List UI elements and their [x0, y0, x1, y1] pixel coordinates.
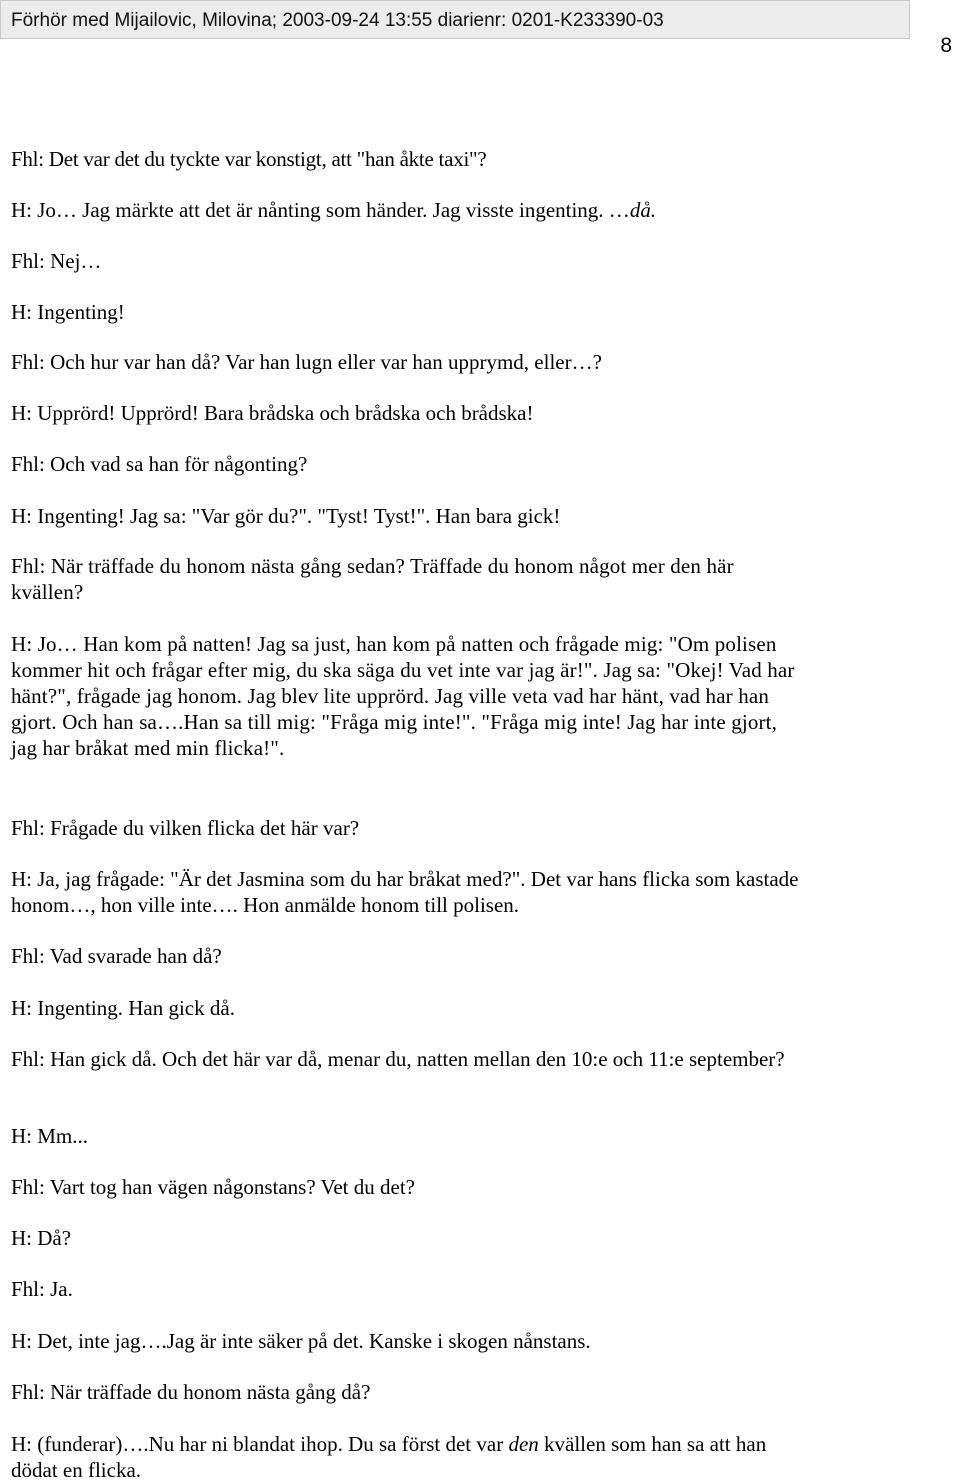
transcript-line [11, 1431, 801, 1483]
transcript-line: Fhl: När träffade du honom nästa gång då? [11, 1380, 371, 1404]
transcript-line: H: Mm... [11, 1124, 89, 1148]
page-number: 8 [940, 34, 952, 57]
transcript-line: Fhl: Vart tog han vägen någonstans? Vet du det? [11, 1175, 415, 1199]
italic-emphasis: då. [629, 198, 657, 222]
transcript-line: Fhl: Det var det du tyckte var konstigt, att "han åkte taxi"? [11, 147, 487, 171]
transcript-line: H: Då? [11, 1226, 72, 1250]
transcript-line: Fhl: Nej… [11, 249, 102, 273]
transcript-line: H: Ingenting! [11, 300, 125, 324]
transcript-text: kvällen som han sa att han dödat en flicka. [11, 1432, 767, 1482]
transcript-line: Fhl: Ja. [11, 1277, 73, 1301]
transcript-line: Fhl: Vad svarade han då? [11, 944, 222, 968]
transcript-line: H: Ingenting! Jag sa: "Var gör du?". "Tyst! Tyst!". Han bara gick! [11, 504, 561, 528]
document-header [0, 0, 910, 39]
transcript-line: Fhl: Och vad sa han för någonting? [11, 452, 308, 476]
italic-emphasis: den [508, 1432, 539, 1456]
transcript-text: H: (funderar)….Nu har ni blandat ihop. Du sa först det var [11, 1432, 509, 1456]
transcript-line: Fhl: Frågade du vilken flicka det här var? [11, 816, 360, 840]
transcript-line: H: Ingenting. Han gick då. [11, 996, 235, 1020]
transcript-line: Fhl: Och hur var han då? Var han lugn eller var han upprymd, eller…? [11, 350, 602, 374]
transcript-line: H: Ja, jag frågade: "Är det Jasmina som du har bråkat med?". Det var hans flicka som kastade honom…, hon ville inte…. Hon anmälde honom till polisen. [11, 867, 799, 917]
transcript-text: H: Jo… Jag märkte att det är nånting som händer. Jag visste ingenting. … [11, 198, 630, 222]
transcript-line: H: Jo… Han kom på natten! Jag sa just, han kom på natten och frågade mig: "Om polisen kommer hit och frågar efter mig, du ska säga du vet inte var jag är!". Jag sa: "Okej! Vad har hänt?", frågade jag honom. Jag blev lite upprörd. Jag ville veta vad har hänt, vad har han gjort. Och han sa….Han sa till mig: "Fråga mig inte!". "Fråga mig inte! Jag har inte gjort, jag har bråkat med min flicka!". [11, 632, 795, 760]
transcript-line: Fhl: När träffade du honom nästa gång sedan? Träffade du honom något mer den här kvällen? [11, 554, 734, 604]
transcript-line: H: Upprörd! Upprörd! Bara brådska och brådska och brådska! [11, 401, 534, 425]
header-title: Förhör med Mijailovic, Milovina; 2003-09-24 13:55 diarienr: 0201-K233390-03 [11, 10, 664, 31]
transcript-line: Fhl: Han gick då. Och det här var då, menar du, natten mellan den 10:e och 11:e september? [11, 1047, 785, 1071]
transcript-line [11, 197, 801, 223]
transcript-line: H: Det, inte jag….Jag är inte säker på det. Kanske i skogen nånstans. [11, 1329, 591, 1353]
